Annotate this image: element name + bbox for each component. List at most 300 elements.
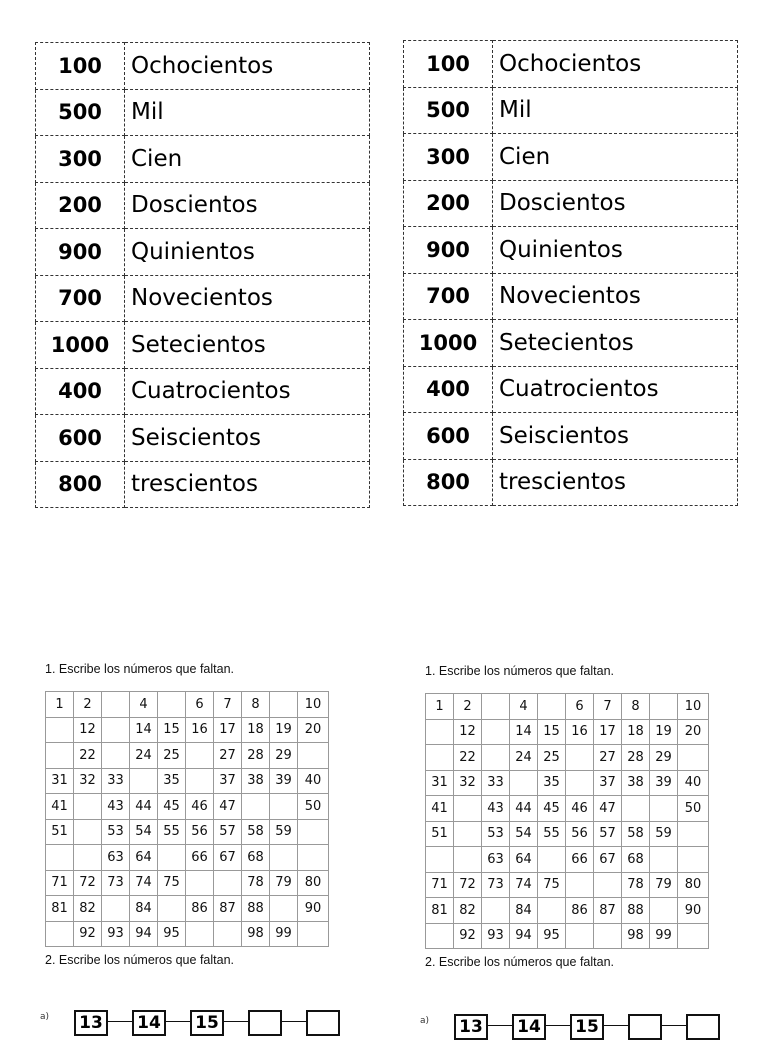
match-row: [404, 41, 738, 88]
grid-cell: 55: [538, 821, 566, 847]
exercise-2-title: 2. Escribe los números que faltan.: [425, 955, 614, 969]
word-cell: Ochocientos: [493, 41, 738, 88]
grid-cell: [538, 847, 566, 873]
grid-cell: [270, 794, 298, 820]
sequence-box: 13: [74, 1010, 108, 1036]
grid-cell: 80: [298, 870, 329, 896]
exercise-1-title: 1. Escribe los números que faltan.: [45, 662, 234, 676]
grid-cell: 68: [622, 847, 650, 873]
grid-cell: [650, 796, 678, 822]
sequence-box[interactable]: [686, 1014, 720, 1040]
grid-cell: 64: [510, 847, 538, 873]
sequence-box[interactable]: [248, 1010, 282, 1036]
grid-cell: 71: [426, 872, 454, 898]
match-row: [404, 134, 738, 181]
grid-cell: [186, 921, 214, 947]
grid-row: [46, 870, 329, 896]
grid-cell: 88: [622, 898, 650, 924]
grid-cell: 93: [102, 921, 130, 947]
number-cell: 1000: [36, 322, 125, 369]
connector-line: [604, 1025, 628, 1026]
match-row: [404, 366, 738, 413]
grid-cell: [650, 847, 678, 873]
grid-cell: 7: [594, 694, 622, 720]
number-cell: 200: [36, 182, 125, 229]
grid-cell: 19: [650, 719, 678, 745]
grid-cell: 64: [130, 845, 158, 871]
number-cell: 200: [404, 180, 493, 227]
number-cell: 800: [404, 459, 493, 506]
grid-cell: 55: [158, 819, 186, 845]
matching-table-left: [35, 42, 370, 508]
grid-cell: 81: [46, 896, 74, 922]
grid-cell: 50: [678, 796, 709, 822]
match-row: [36, 368, 370, 415]
exercise-2-title: 2. Escribe los números que faltan.: [45, 953, 234, 967]
grid-cell: 18: [242, 717, 270, 743]
match-row: [404, 320, 738, 367]
grid-cell: [426, 923, 454, 949]
grid-cell: 2: [74, 692, 102, 718]
number-cell: 500: [404, 87, 493, 134]
exercise-1-title: 1. Escribe los números que faltan.: [425, 664, 614, 678]
grid-cell: [102, 743, 130, 769]
grid-cell: 93: [482, 923, 510, 949]
sequence-box: 13: [454, 1014, 488, 1040]
grid-cell: 37: [594, 770, 622, 796]
grid-cell: 41: [46, 794, 74, 820]
grid-cell: 41: [426, 796, 454, 822]
grid-cell: 87: [594, 898, 622, 924]
grid-cell: [298, 743, 329, 769]
grid-row: [426, 719, 709, 745]
grid-cell: [454, 847, 482, 873]
grid-cell: [74, 794, 102, 820]
grid-cell: [650, 898, 678, 924]
connector-line: [488, 1025, 512, 1026]
number-cell: 800: [36, 461, 125, 508]
grid-cell: 90: [678, 898, 709, 924]
grid-cell: 46: [566, 796, 594, 822]
match-row: [36, 275, 370, 322]
grid-cell: 47: [214, 794, 242, 820]
grid-cell: 74: [510, 872, 538, 898]
grid-cell: 95: [158, 921, 186, 947]
worksheet-right: [425, 664, 709, 969]
grid-cell: 72: [74, 870, 102, 896]
grid-cell: [74, 819, 102, 845]
word-cell: Novecientos: [125, 275, 370, 322]
match-row: [404, 273, 738, 320]
grid-cell: 86: [186, 896, 214, 922]
grid-cell: 16: [186, 717, 214, 743]
grid-cell: [130, 768, 158, 794]
grid-cell: [426, 847, 454, 873]
grid-cell: 56: [186, 819, 214, 845]
match-row: [36, 136, 370, 183]
grid-cell: 32: [74, 768, 102, 794]
grid-cell: 7: [214, 692, 242, 718]
word-cell: Cien: [125, 136, 370, 183]
grid-cell: 66: [186, 845, 214, 871]
grid-cell: [186, 743, 214, 769]
grid-cell: 78: [622, 872, 650, 898]
number-cell: 700: [36, 275, 125, 322]
grid-cell: 29: [270, 743, 298, 769]
grid-cell: 20: [298, 717, 329, 743]
number-cell: 100: [404, 41, 493, 88]
grid-cell: [566, 745, 594, 771]
grid-cell: 75: [158, 870, 186, 896]
grid-cell: 17: [594, 719, 622, 745]
grid-cell: 98: [242, 921, 270, 947]
grid-cell: 29: [650, 745, 678, 771]
grid-cell: 98: [622, 923, 650, 949]
grid-cell: 25: [158, 743, 186, 769]
grid-cell: 33: [102, 768, 130, 794]
grid-cell: [46, 921, 74, 947]
grid-cell: [482, 898, 510, 924]
grid-cell: [158, 896, 186, 922]
grid-cell: [186, 768, 214, 794]
grid-cell: 56: [566, 821, 594, 847]
grid-cell: 94: [510, 923, 538, 949]
grid-cell: 4: [510, 694, 538, 720]
grid-row: [46, 896, 329, 922]
grid-cell: 44: [130, 794, 158, 820]
grid-cell: 79: [270, 870, 298, 896]
grid-cell: 10: [298, 692, 329, 718]
grid-cell: 10: [678, 694, 709, 720]
connector-line: [224, 1021, 248, 1022]
grid-cell: 14: [130, 717, 158, 743]
number-grid: [45, 691, 329, 947]
grid-cell: 35: [158, 768, 186, 794]
grid-cell: 4: [130, 692, 158, 718]
grid-cell: 81: [426, 898, 454, 924]
grid-row: [426, 872, 709, 898]
number-cell: 600: [404, 413, 493, 460]
grid-cell: [594, 872, 622, 898]
grid-row: [426, 694, 709, 720]
grid-cell: 38: [622, 770, 650, 796]
grid-cell: [454, 796, 482, 822]
grid-cell: 22: [454, 745, 482, 771]
grid-cell: 8: [622, 694, 650, 720]
word-cell: trescientos: [493, 459, 738, 506]
grid-cell: [678, 821, 709, 847]
number-cell: 100: [36, 43, 125, 90]
word-cell: Setecientos: [125, 322, 370, 369]
number-cell: 300: [36, 136, 125, 183]
grid-row: [46, 692, 329, 718]
sequence-box: 14: [132, 1010, 166, 1036]
number-grid: [425, 693, 709, 949]
grid-row: [426, 923, 709, 949]
match-row: [404, 413, 738, 460]
grid-cell: 18: [622, 719, 650, 745]
match-row: [36, 322, 370, 369]
word-cell: Cien: [493, 134, 738, 181]
sequence-box: 15: [190, 1010, 224, 1036]
grid-cell: 58: [242, 819, 270, 845]
number-cell: 900: [404, 227, 493, 274]
grid-cell: 57: [594, 821, 622, 847]
grid-cell: 67: [594, 847, 622, 873]
grid-cell: 22: [74, 743, 102, 769]
grid-cell: 12: [454, 719, 482, 745]
grid-cell: 15: [538, 719, 566, 745]
match-row: [36, 182, 370, 229]
grid-cell: [46, 743, 74, 769]
grid-cell: 39: [270, 768, 298, 794]
grid-cell: 74: [130, 870, 158, 896]
grid-cell: 92: [454, 923, 482, 949]
grid-cell: 72: [454, 872, 482, 898]
word-cell: Cuatrocientos: [125, 368, 370, 415]
grid-cell: [102, 717, 130, 743]
grid-cell: 68: [242, 845, 270, 871]
grid-cell: 35: [538, 770, 566, 796]
grid-cell: [538, 694, 566, 720]
grid-row: [46, 743, 329, 769]
grid-cell: 1: [426, 694, 454, 720]
grid-cell: 87: [214, 896, 242, 922]
grid-cell: 80: [678, 872, 709, 898]
grid-cell: 84: [130, 896, 158, 922]
grid-cell: [46, 845, 74, 871]
grid-cell: 51: [426, 821, 454, 847]
grid-cell: 75: [538, 872, 566, 898]
number-cell: 400: [404, 366, 493, 413]
grid-cell: 17: [214, 717, 242, 743]
grid-cell: 79: [650, 872, 678, 898]
word-cell: Novecientos: [493, 273, 738, 320]
grid-cell: 46: [186, 794, 214, 820]
grid-cell: 12: [74, 717, 102, 743]
number-cell: 600: [36, 415, 125, 462]
grid-cell: [298, 819, 329, 845]
grid-cell: 86: [566, 898, 594, 924]
grid-cell: [298, 921, 329, 947]
grid-cell: 99: [650, 923, 678, 949]
grid-cell: 71: [46, 870, 74, 896]
grid-cell: [482, 719, 510, 745]
word-cell: Ochocientos: [125, 43, 370, 90]
word-cell: Setecientos: [493, 320, 738, 367]
grid-cell: 43: [102, 794, 130, 820]
grid-cell: 82: [454, 898, 482, 924]
word-cell: Mil: [125, 89, 370, 136]
grid-cell: 14: [510, 719, 538, 745]
grid-cell: 44: [510, 796, 538, 822]
grid-cell: 16: [566, 719, 594, 745]
grid-cell: [678, 847, 709, 873]
number-cell: 300: [404, 134, 493, 181]
grid-row: [46, 921, 329, 947]
grid-cell: 45: [158, 794, 186, 820]
grid-cell: [678, 923, 709, 949]
grid-cell: 39: [650, 770, 678, 796]
sequence-box[interactable]: [628, 1014, 662, 1040]
sequence-box: 15: [570, 1014, 604, 1040]
grid-cell: 73: [102, 870, 130, 896]
connector-line: [166, 1021, 190, 1022]
grid-cell: 45: [538, 796, 566, 822]
grid-cell: [102, 896, 130, 922]
grid-cell: 54: [510, 821, 538, 847]
grid-cell: [214, 870, 242, 896]
grid-cell: 53: [482, 821, 510, 847]
number-cell: 500: [36, 89, 125, 136]
matching-table-right: [403, 40, 738, 506]
grid-cell: [594, 923, 622, 949]
grid-cell: 58: [622, 821, 650, 847]
grid-cell: [454, 821, 482, 847]
match-row: [404, 227, 738, 274]
grid-cell: 28: [622, 745, 650, 771]
grid-cell: 25: [538, 745, 566, 771]
grid-cell: [566, 923, 594, 949]
grid-row: [46, 794, 329, 820]
sequence-label: a): [40, 1012, 50, 1022]
grid-cell: 59: [270, 819, 298, 845]
grid-cell: [270, 896, 298, 922]
grid-cell: 20: [678, 719, 709, 745]
grid-cell: 38: [242, 768, 270, 794]
connector-line: [662, 1025, 686, 1026]
match-row: [36, 415, 370, 462]
grid-cell: 59: [650, 821, 678, 847]
match-row: [36, 89, 370, 136]
grid-cell: 24: [510, 745, 538, 771]
word-cell: trescientos: [125, 461, 370, 508]
grid-cell: 92: [74, 921, 102, 947]
match-row: [404, 87, 738, 134]
grid-cell: 2: [454, 694, 482, 720]
grid-cell: 54: [130, 819, 158, 845]
grid-row: [46, 717, 329, 743]
grid-cell: [242, 794, 270, 820]
grid-cell: 31: [426, 770, 454, 796]
grid-cell: 24: [130, 743, 158, 769]
grid-cell: [482, 694, 510, 720]
grid-cell: [74, 845, 102, 871]
grid-cell: 66: [566, 847, 594, 873]
word-cell: Doscientos: [493, 180, 738, 227]
grid-row: [426, 770, 709, 796]
grid-cell: [482, 745, 510, 771]
grid-cell: 15: [158, 717, 186, 743]
sequence-label: a): [420, 1016, 430, 1026]
grid-cell: 51: [46, 819, 74, 845]
grid-cell: 88: [242, 896, 270, 922]
grid-cell: 53: [102, 819, 130, 845]
grid-row: [46, 819, 329, 845]
grid-cell: 50: [298, 794, 329, 820]
match-row: [36, 229, 370, 276]
grid-cell: [566, 872, 594, 898]
grid-cell: [566, 770, 594, 796]
grid-row: [46, 845, 329, 871]
grid-cell: [426, 719, 454, 745]
grid-cell: 8: [242, 692, 270, 718]
grid-cell: [538, 898, 566, 924]
grid-cell: 40: [298, 768, 329, 794]
grid-cell: [426, 745, 454, 771]
worksheet-left: [45, 662, 329, 967]
word-cell: Cuatrocientos: [493, 366, 738, 413]
number-sequence: [420, 1008, 740, 1038]
grid-cell: 73: [482, 872, 510, 898]
grid-cell: 31: [46, 768, 74, 794]
word-cell: Mil: [493, 87, 738, 134]
grid-cell: [158, 845, 186, 871]
match-row: [36, 461, 370, 508]
grid-row: [426, 821, 709, 847]
connector-line: [282, 1021, 306, 1022]
word-cell: Seiscientos: [125, 415, 370, 462]
word-cell: Quinientos: [125, 229, 370, 276]
grid-row: [426, 796, 709, 822]
grid-cell: 19: [270, 717, 298, 743]
grid-cell: [102, 692, 130, 718]
grid-cell: [650, 694, 678, 720]
grid-row: [426, 847, 709, 873]
grid-cell: 67: [214, 845, 242, 871]
grid-cell: 6: [566, 694, 594, 720]
number-cell: 400: [36, 368, 125, 415]
grid-cell: 27: [594, 745, 622, 771]
grid-row: [46, 768, 329, 794]
grid-cell: 32: [454, 770, 482, 796]
grid-cell: 78: [242, 870, 270, 896]
match-row: [404, 180, 738, 227]
grid-cell: 63: [102, 845, 130, 871]
grid-cell: 6: [186, 692, 214, 718]
grid-cell: 94: [130, 921, 158, 947]
word-cell: Quinientos: [493, 227, 738, 274]
grid-cell: [186, 870, 214, 896]
grid-cell: 47: [594, 796, 622, 822]
grid-cell: [158, 692, 186, 718]
grid-cell: 27: [214, 743, 242, 769]
connector-line: [108, 1021, 132, 1022]
sequence-box[interactable]: [306, 1010, 340, 1036]
grid-cell: 40: [678, 770, 709, 796]
number-cell: 900: [36, 229, 125, 276]
grid-cell: 99: [270, 921, 298, 947]
grid-cell: [622, 796, 650, 822]
grid-cell: [46, 717, 74, 743]
grid-cell: 33: [482, 770, 510, 796]
grid-cell: [678, 745, 709, 771]
word-cell: Doscientos: [125, 182, 370, 229]
grid-cell: 37: [214, 768, 242, 794]
grid-cell: [270, 845, 298, 871]
match-row: [404, 459, 738, 506]
connector-line: [546, 1025, 570, 1026]
grid-cell: 95: [538, 923, 566, 949]
grid-cell: 1: [46, 692, 74, 718]
grid-cell: [270, 692, 298, 718]
grid-cell: [298, 845, 329, 871]
grid-cell: 43: [482, 796, 510, 822]
grid-cell: 84: [510, 898, 538, 924]
sequence-box: 14: [512, 1014, 546, 1040]
word-cell: Seiscientos: [493, 413, 738, 460]
grid-cell: [214, 921, 242, 947]
